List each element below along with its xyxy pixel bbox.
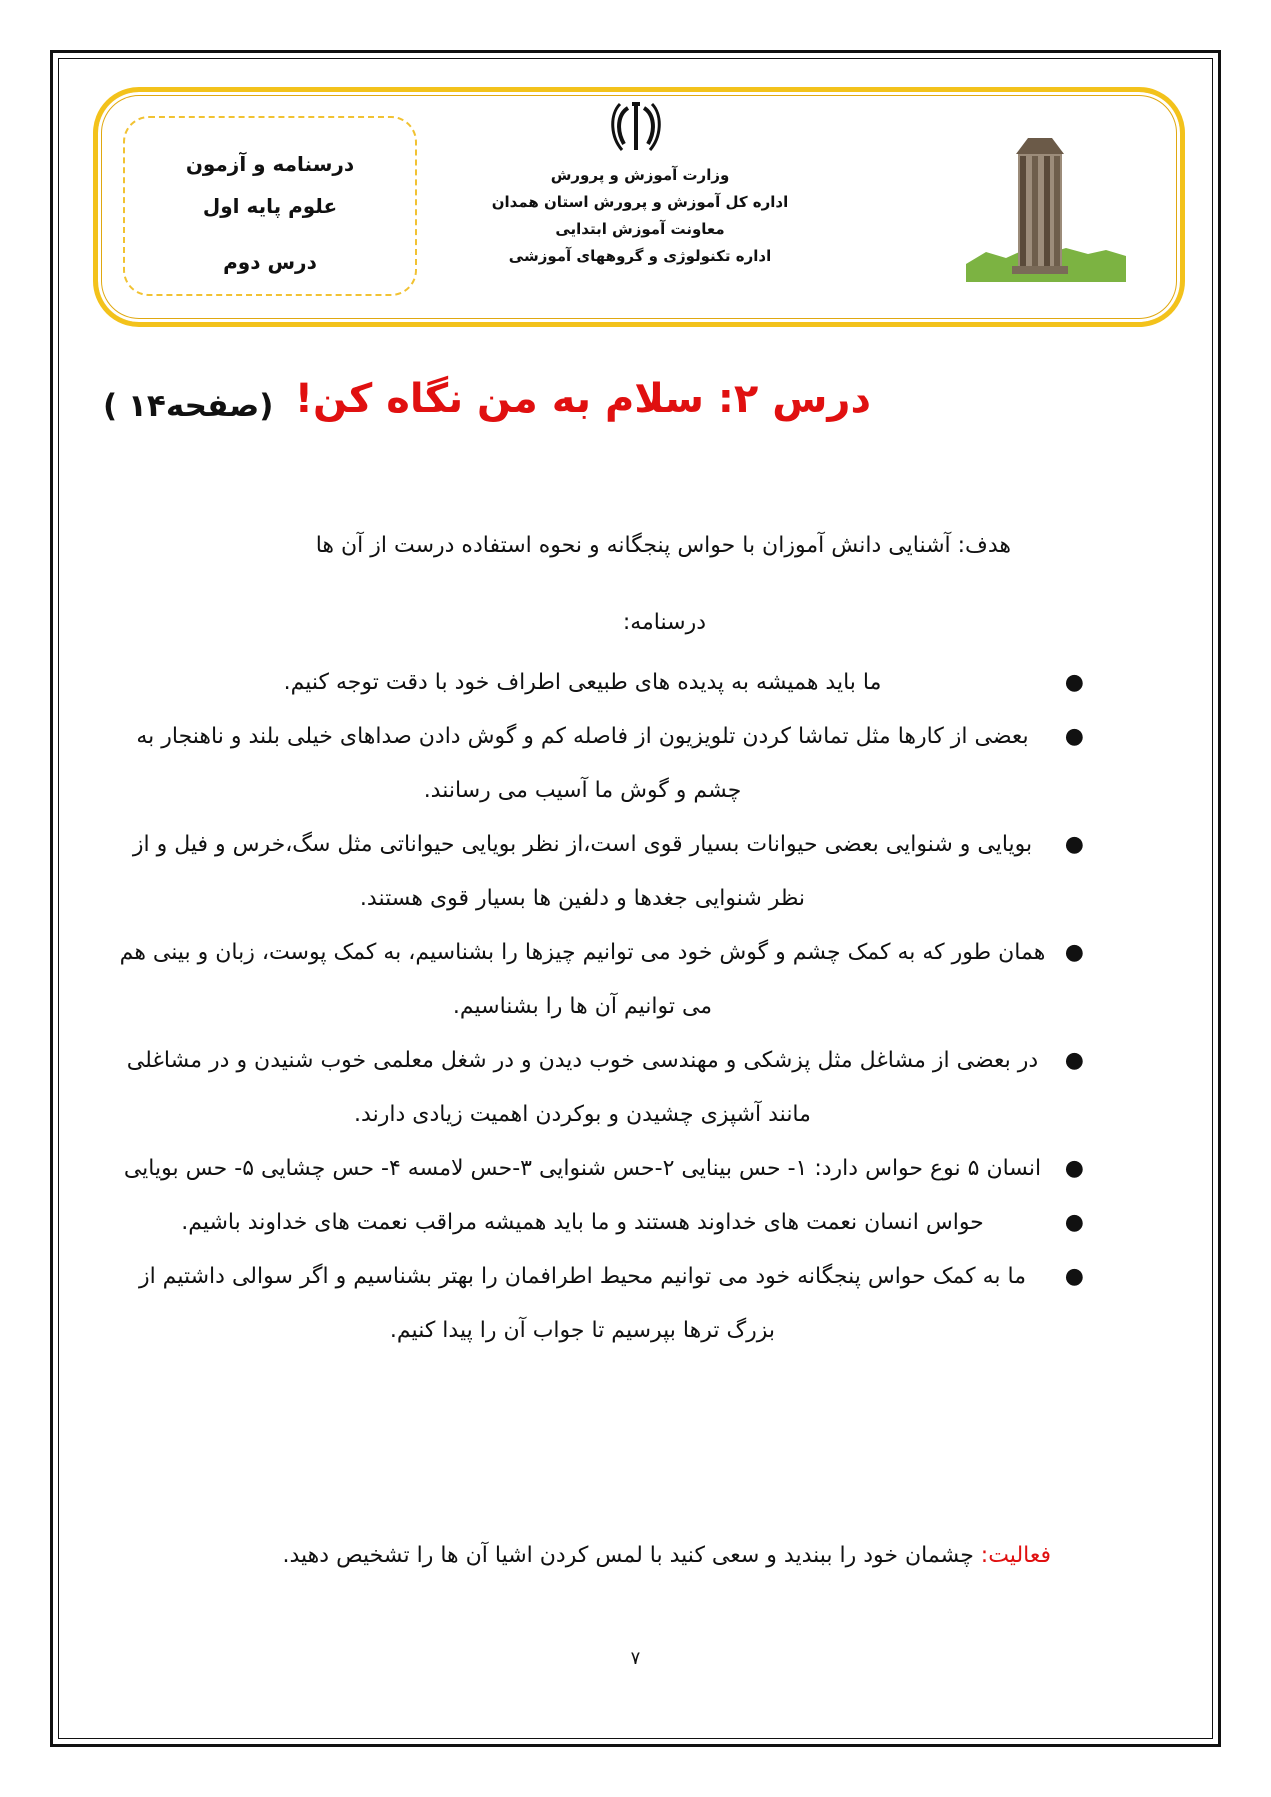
lesson-goal: هدف: آشنایی دانش آموزان با حواس پنجگانه و نحوه استفاده درست از آن ها	[315, 533, 1011, 558]
lesson-title: درس ۲: سلام به من نگاه کن!	[294, 376, 871, 422]
course-grade: علوم پایه اول	[202, 194, 338, 218]
list-item: ● در بعضی از مشاغل مثل پزشکی و مهندسی خوب دیدن و در شغل معلمی خوب شنیدن و در مشاغلی مانند آشپزی چشیدن و بوکردن اهمیت زیادی دارند.	[115, 1034, 1090, 1142]
iran-emblem-icon	[608, 100, 664, 158]
ministry-line: اداره کل آموزش و پرورش استان همدان	[491, 193, 789, 211]
bullet-icon: ●	[1064, 724, 1084, 749]
bullet-icon: ●	[1064, 670, 1084, 695]
ministry-line: معاونت آموزش ابتدایی	[555, 220, 725, 238]
lesson-plan-label: درسنامه:	[622, 610, 706, 635]
course-lesson: درس دوم	[223, 250, 317, 274]
list-item: ● انسان ۵ نوع حواس دارد: ۱- حس بینایی ۲-حس شنوایی ۳-حس لامسه ۴- حس چشایی ۵- حس بویایی	[115, 1142, 1090, 1196]
list-item: ● ما باید همیشه به پدیده های طبیعی اطراف خود با دقت توجه کنیم.	[115, 656, 1090, 710]
list-item: ● بویایی و شنوایی بعضی حیوانات بسیار قوی است،از نظر بویایی حیواناتی مثل سگ،خرس و فیل و از نظر شنوایی جغدها و دلفین ها بسیار قوی هستند.	[115, 818, 1090, 926]
activity	[283, 1543, 1052, 1568]
list-item: ● ما به کمک حواس پنجگانه خود می توانیم محیط اطرافمان را بهتر بشناسیم و اگر سوالی داشتیم از بزرگ ترها بپرسیم تا جواب آن را پیدا کنیم.	[115, 1250, 1090, 1358]
ministry-line: وزارت آموزش و پرورش	[550, 166, 730, 184]
course-info-box	[123, 116, 417, 296]
page-number: ۷	[630, 1648, 641, 1669]
bullet-icon: ●	[1064, 1264, 1084, 1289]
list-item: ● حواس انسان نعمت های خداوند هستند و ما باید همیشه مراقب نعمت های خداوند باشیم.	[115, 1196, 1090, 1250]
course-title: درسنامه و آزمون	[185, 152, 355, 176]
list-item: ● همان طور که به کمک چشم و گوش خود می توانیم چیزها را بشناسیم، به کمک پوست، زبان و بینی هم می توانیم آن ها را بشناسیم.	[115, 926, 1090, 1034]
bullet-icon: ●	[1064, 1048, 1084, 1073]
ministry-line: اداره تکنولوژی و گروههای آموزشی	[508, 247, 772, 265]
ministry-info	[470, 162, 810, 270]
lesson-title-row	[0, 376, 1271, 446]
avicenna-tower-icon	[966, 132, 1126, 282]
list-item: ● بعضی از کارها مثل تماشا کردن تلویزیون از فاصله کم و گوش دادن صداهای خیلی بلند و ناهنجار به چشم و گوش ما آسیب می رسانند.	[115, 710, 1090, 818]
bullet-icon: ●	[1064, 1156, 1084, 1181]
bullet-icon: ●	[1064, 940, 1084, 965]
activity-label: فعالیت:	[980, 1543, 1051, 1568]
bullet-icon: ●	[1064, 832, 1084, 857]
lesson-bullets	[115, 656, 1090, 1358]
activity-text: چشمان خود را ببندید و سعی کنید با لمس کردن اشیا آن ها را تشخیص دهید.	[282, 1543, 981, 1568]
bullet-icon: ●	[1064, 1210, 1084, 1235]
page-reference: (صفحه۱۴ )	[103, 388, 274, 424]
